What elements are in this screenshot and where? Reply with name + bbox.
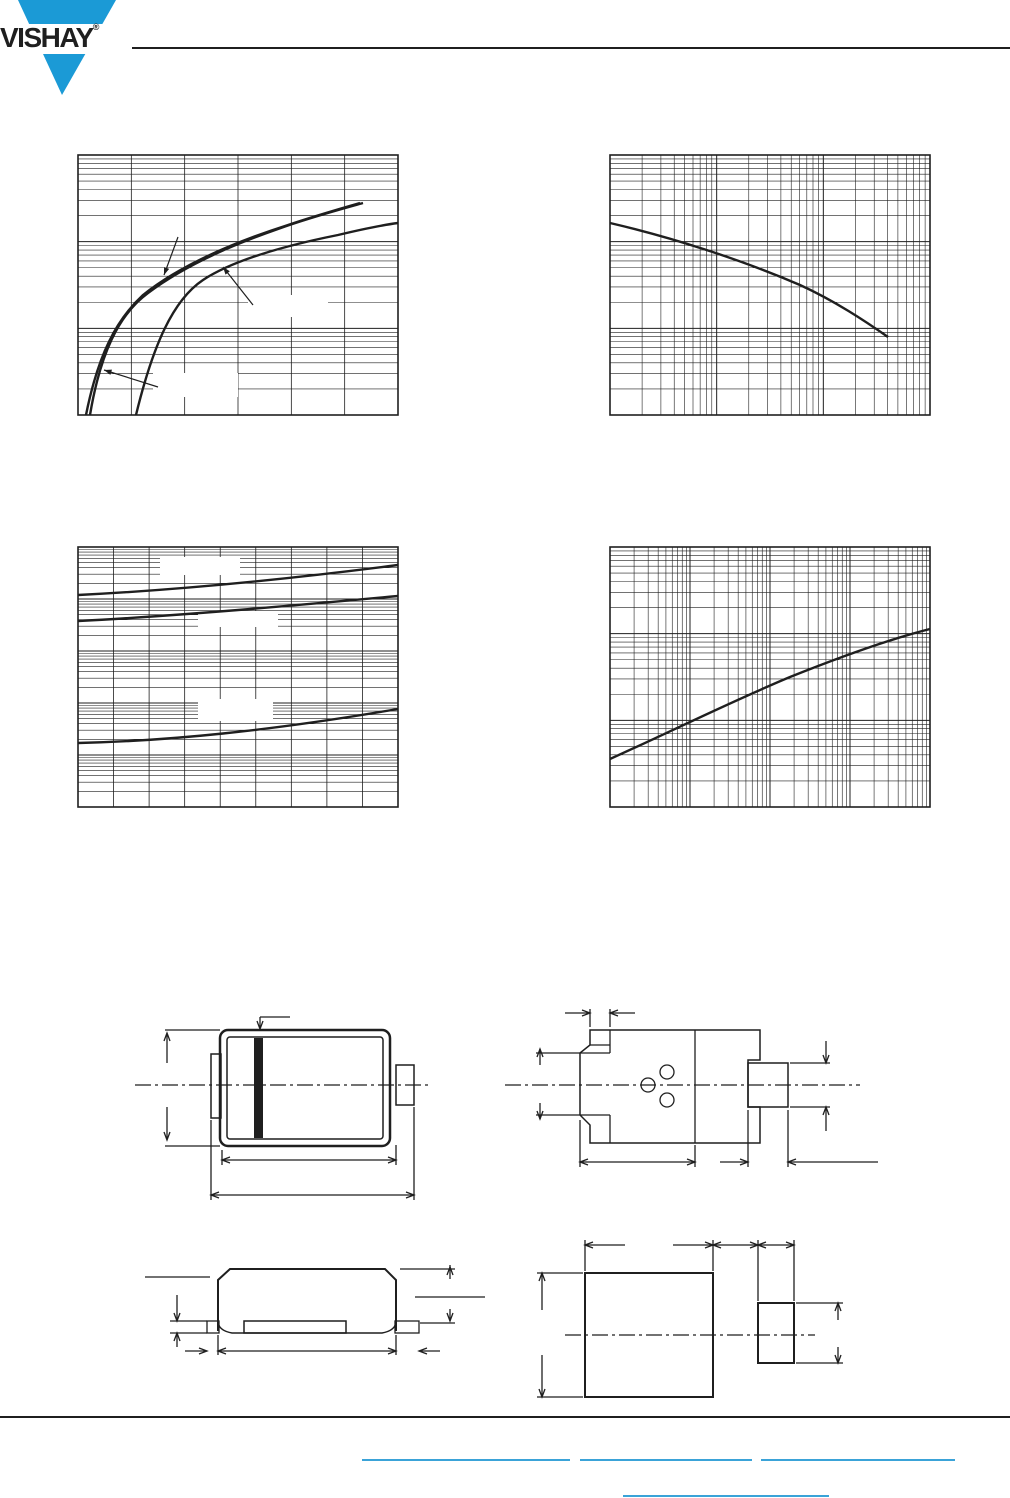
chart-log-log-increasing	[610, 547, 940, 817]
mounting-pad-layout-drawing	[525, 1235, 865, 1405]
package-side-view-drawing	[140, 1255, 500, 1365]
footer-link-4[interactable]	[623, 1495, 829, 1497]
plot-grid	[610, 155, 930, 415]
label-backdrop	[153, 373, 238, 397]
plot-border	[78, 547, 398, 807]
chart-forward-characteristics	[78, 155, 408, 425]
footer-rule	[0, 1416, 1010, 1418]
plot-border	[610, 155, 930, 415]
package-bottom-view-drawing	[500, 1005, 880, 1175]
chart-log-log-decreasing	[610, 155, 940, 425]
chart-leakage-vs-voltage	[78, 547, 408, 817]
brand-logo-wordmark: VISHAY®	[0, 22, 98, 53]
footer-link-1[interactable]	[362, 1459, 570, 1461]
footer-link-2[interactable]	[580, 1459, 752, 1461]
label-backdrop	[160, 557, 240, 575]
plot-grid	[78, 547, 398, 807]
label-backdrop	[198, 699, 273, 721]
footer-link-3[interactable]	[761, 1459, 955, 1461]
package-top-view-drawing	[130, 1005, 460, 1205]
header-rule	[132, 47, 1010, 49]
plot-grid	[610, 547, 930, 807]
label-backdrop	[248, 295, 328, 317]
